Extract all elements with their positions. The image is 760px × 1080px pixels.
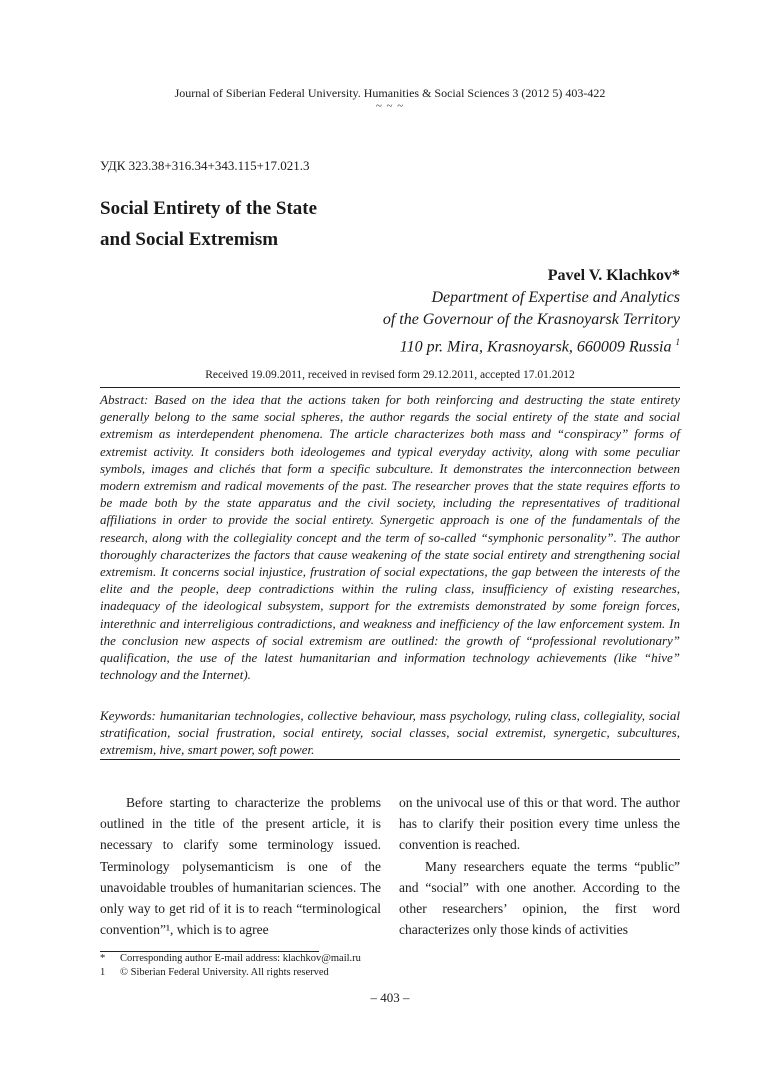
udk-code: УДК 323.38+316.34+343.115+17.021.3 — [100, 158, 310, 173]
abstract: Abstract: Based on the idea that the actions taken for both reinforcing and destructing the state entirety generally belong to the same social spheres, the author regards the social entirety of the state and social extremism as interdependent phenomena. The article characterizes both mass and “conspiracy” forms of extremist activity. It considers both ideologemes and typical everyday activity, along with some peculiar symbols, images and clichés that form a specific subculture. It demonstrates the interconnection between modern extremism and radical movements of the past. The researcher proves that the state requires efforts to be made both by the state apparatus and the civil society, including the representatives of traditional affiliations in order to provide the social entirety. Synergetic approach is one of the fundamentals of the research, along with the collegiality concept and the term of so-called “symphonic personality”. The author thoroughly characterizes the factors that cause weakening of the state social entirety and strengthening social extremism. It concerns social injustice, frustration of social expectations, the gap between the interests of the elite and the people, deep contradictions within the ruling class, insufficiency of existing researches, inadequacy of the ideological subsystem, support for the extremists demonstrated by some foreign forces, interethnic and interreligious contradictions, and weakness and inefficiency of the law enforcement system. In the conclusion new aspects of social extremism are outlined: the growth of “professional revolutionary” qualification, the use of the latest humanitarian and information technology achievements (like “hive” technology and the Internet). — [100, 392, 680, 683]
abstract-bottom-rule — [100, 759, 680, 760]
received-dates: Received 19.09.2011, received in revised form 29.12.2011, accepted 17.01.2012 — [205, 369, 575, 381]
header-ornament: ~ ~ ~ — [375, 100, 405, 112]
footnote-mark: * — [100, 953, 106, 964]
footnote-text: © Siberian Federal University. All rights reserved — [120, 967, 329, 978]
footnotes — [100, 952, 500, 980]
affiliation-line-1: Department of Expertise and Analytics — [431, 289, 680, 306]
body-paragraph: Many researchers equate the terms “public” and “social” with one another. According to the other researchers’ opinion, the first word characterizes only those kinds of activities — [399, 858, 680, 938]
affiliation-address: 110 pr. Mira, Krasnoyarsk, 660009 Russia — [399, 338, 672, 356]
author-block — [383, 265, 680, 358]
footnote-mark: 1 — [100, 967, 106, 978]
page-number: – 403 – — [370, 990, 410, 1005]
journal-header: Journal of Siberian Federal University. Humanities & Social Sciences 3 (2012 5) 403-422 — [174, 86, 606, 100]
affiliation-footnote-mark: 1 — [675, 337, 680, 347]
footnote — [100, 966, 500, 980]
body-column-right — [399, 792, 680, 940]
body-paragraph: Before starting to characterize the problems outlined in the title of the present article, it is necessary to clarify some terminology issued. Terminology polysemanticism is one of the unavoidable troubles of humanitarian sciences. The only way to get rid of it is to reach “terminological convention”¹, which is to agree — [100, 795, 381, 938]
article-title — [100, 193, 317, 255]
footnote — [100, 952, 500, 966]
body-column-left — [100, 792, 381, 940]
author-name: Pavel V. Klachkov* — [547, 267, 680, 284]
abstract-top-rule — [100, 387, 680, 388]
keywords: Keywords: humanitarian technologies, collective behaviour, mass psychology, ruling class, collegiality, social stratification, social frustration, social entirety, social classes, social extremist, synergetic, subcultures, extremism, hive, smart power, soft power. — [100, 708, 680, 758]
title-line-2: and Social Extremism — [100, 229, 279, 250]
footnote-text: Corresponding author E-mail address: klachkov@mail.ru — [120, 953, 361, 964]
body-paragraph: on the univocal use of this or that word. The author has to clarify their position every time unless the convention is reached. — [399, 795, 680, 853]
affiliation-line-3 — [383, 331, 680, 358]
title-line-1: Social Entirety of the State — [100, 198, 318, 219]
affiliation-line-2: of the Governour of the Krasnoyarsk Territory — [382, 311, 680, 328]
